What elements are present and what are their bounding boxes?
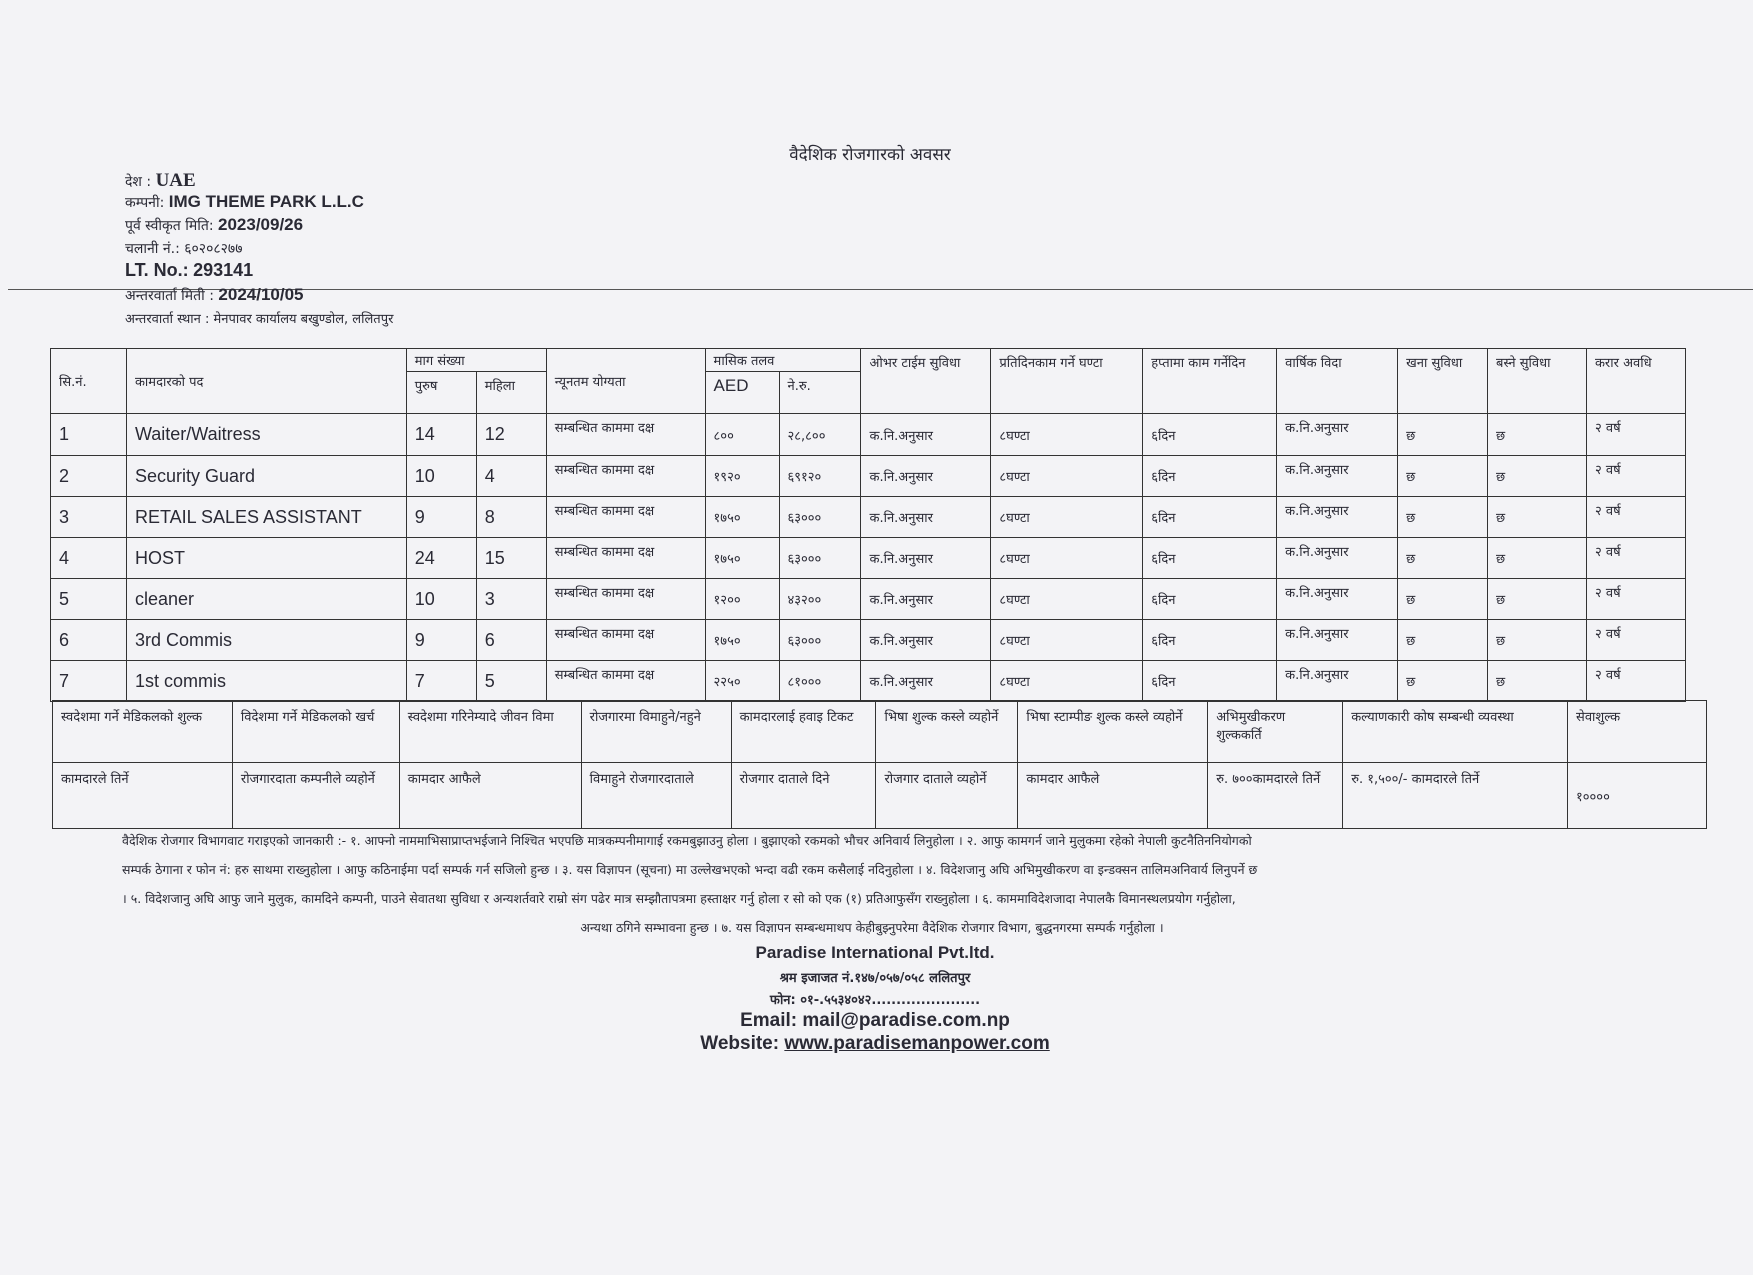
cell-hours: ८घण्टा: [991, 456, 1143, 497]
facility-value-cell: कामदार आफैले: [1018, 763, 1208, 829]
company-line: कम्पनी: IMG THEME PARK L.L.C: [125, 192, 364, 211]
job-table: [50, 348, 1686, 702]
cell-female: 5: [476, 661, 546, 702]
cell-female: 8: [476, 497, 546, 538]
aed-header: AED: [705, 372, 779, 414]
demand-header: माग संख्या: [406, 349, 546, 372]
table-row: [51, 620, 1686, 661]
lt-line: LT. No.: 293141: [125, 260, 254, 280]
facility-value-cell: कामदार आफैले: [399, 763, 581, 829]
job-rows: [51, 414, 1686, 702]
cell-food: छ: [1398, 661, 1488, 702]
cell-contract: २ वर्ष: [1586, 620, 1685, 661]
position-header: कामदारको पद: [126, 349, 406, 414]
cell-qualification: सम्बन्धित काममा दक्ष: [546, 579, 705, 620]
cell-hours: ८घण्टा: [991, 579, 1143, 620]
facility-header-cell: सेवाशुल्क: [1568, 701, 1707, 763]
cell-food: छ: [1398, 414, 1488, 456]
cell-female: 12: [476, 414, 546, 456]
company-value: IMG THEME PARK L.L.C: [168, 192, 364, 211]
agency-name: Paradise International Pvt.ltd.: [755, 943, 995, 962]
cell-aed: १२००: [705, 579, 779, 620]
cell-overtime: क.नि.अनुसार: [861, 579, 991, 620]
cell-qualification: सम्बन्धित काममा दक्ष: [546, 414, 705, 456]
cell-days: ६दिन: [1143, 538, 1277, 579]
cell-aed: १९२०: [705, 456, 779, 497]
food-header: खना सुविधा: [1398, 349, 1488, 414]
cell-food: छ: [1398, 497, 1488, 538]
interview-place-line: अन्तरवार्ता स्थान : मेनपावर कार्यालय बखुण्डोल, ललितपुर: [125, 312, 394, 327]
website-link[interactable]: www.paradisemanpower.com: [784, 1033, 1050, 1054]
cell-aed: १७५०: [705, 538, 779, 579]
cell-npr: ८१०००: [779, 661, 861, 702]
cell-hours: ८घण्टा: [991, 414, 1143, 456]
cell-leave: क.नि.अनुसार: [1277, 456, 1398, 497]
facility-value-cell: रोजगार दाताले व्यहोर्ने: [876, 763, 1018, 829]
challan-no: ६०२०८२७७: [184, 241, 243, 257]
cell-position: Security Guard: [126, 456, 406, 497]
male-header: पुरुष: [406, 372, 476, 414]
cell-contract: २ वर्ष: [1586, 497, 1685, 538]
cell-sn: 4: [51, 538, 127, 579]
interview-date-line: अन्तरवार्ता मिती : 2024/10/05: [125, 285, 304, 304]
cell-hours: ८घण्टा: [991, 497, 1143, 538]
table-row: [51, 661, 1686, 702]
cell-leave: क.नि.अनुसार: [1277, 497, 1398, 538]
cell-npr: ४३२००: [779, 579, 861, 620]
facility-value-cell: विमाहुने रोजगारदाताले: [581, 763, 731, 829]
cell-npr: ६३०००: [779, 538, 861, 579]
female-header: महिला: [476, 372, 546, 414]
salary-header: मासिक तलव: [705, 349, 861, 372]
cell-accommodation: छ: [1488, 661, 1587, 702]
cell-days: ६दिन: [1143, 620, 1277, 661]
cell-overtime: क.नि.अनुसार: [861, 456, 991, 497]
cell-leave: क.नि.अनुसार: [1277, 538, 1398, 579]
cell-food: छ: [1398, 538, 1488, 579]
facility-value-cell: रु. १,५००/- कामदारले तिर्ने: [1343, 763, 1568, 829]
facility-value-cell: रोजगार दाताले दिने: [731, 763, 876, 829]
facility-header-cell: अभिमुखीकरण शुल्ककर्ति: [1208, 701, 1343, 763]
cell-male: 10: [406, 456, 476, 497]
cell-male: 24: [406, 538, 476, 579]
cell-food: छ: [1398, 620, 1488, 661]
cell-accommodation: छ: [1488, 579, 1587, 620]
accommodation-header: बस्ने सुविधा: [1488, 349, 1587, 414]
cell-overtime: क.नि.अनुसार: [861, 538, 991, 579]
notice-line: वैदेशिक रोजगार विभागवाट गराइएको जानकारी :- १. आफ्नो नाममाभिसाप्राप्तभईजाने निश्चित भएपछि मात्रकम्पनीमागाई रकमबुझाउनु होला । बुझाएको रकमको भौचर अनिवार्य लिनुहोला । २. आफु कामगर्न जाने मुलुकमा रहेको नेपाली कुटनैतिननियोगको: [122, 833, 1252, 848]
cell-female: 6: [476, 620, 546, 661]
cell-contract: २ वर्ष: [1586, 414, 1685, 456]
approval-line: पूर्व स्वीकृत मिति: 2023/09/26: [125, 215, 304, 234]
facilities-header-row: [53, 701, 1707, 763]
cell-overtime: क.नि.अनुसार: [861, 497, 991, 538]
facility-header-cell: भिषा स्टाम्पीङ शुल्क कस्ले व्यहोर्ने: [1018, 701, 1208, 763]
cell-sn: 6: [51, 620, 127, 661]
notice-line: । ५. विदेशजानु अघि आफु जाने मुलुक, कामदिने कम्पनी, पाउने सेवातथा सुविधा र अन्यशर्तवारे राम्रो संग पढेर मात्र सम्झौतापत्रमा हस्ताक्षर गर्नु होला र सो को एक (१) प्रतिआफुसँग राख्नुहोला । ६. काममाविदेशजादा नेपालकै विमानस्थलप्रयोग गर्नुहोला,: [122, 891, 1236, 906]
country-line: देश : UAE: [125, 170, 196, 191]
npr-header: ने.रु.: [779, 372, 861, 414]
cell-npr: २८,८००: [779, 414, 861, 456]
cell-male: 14: [406, 414, 476, 456]
cell-male: 9: [406, 497, 476, 538]
cell-position: HOST: [126, 538, 406, 579]
facility-value-cell: कामदारले तिर्ने: [53, 763, 233, 829]
facility-header-cell: स्वदेशमा गर्ने मेडिकलको शुल्क: [53, 701, 233, 763]
website-line: Website: www.paradisemanpower.com: [700, 1033, 1050, 1054]
facility-header-cell: कामदारलाई हवाइ टिकट: [731, 701, 876, 763]
cell-aed: २२५०: [705, 661, 779, 702]
facilities-value-row: [53, 763, 1707, 829]
table-row: [51, 456, 1686, 497]
cell-contract: २ वर्ष: [1586, 456, 1685, 497]
cell-food: छ: [1398, 456, 1488, 497]
days-header: हप्तामा काम गर्नेदिन: [1143, 349, 1277, 414]
cell-female: 3: [476, 579, 546, 620]
facility-header-cell: कल्याणकारी कोष सम्बन्धी व्यवस्था: [1343, 701, 1568, 763]
cell-sn: 2: [51, 456, 127, 497]
challan-line: चलानी नं.: ६०२०८२७७: [125, 241, 243, 257]
cell-leave: क.नि.अनुसार: [1277, 414, 1398, 456]
cell-male: 7: [406, 661, 476, 702]
qualification-header: न्यूनतम योग्यता: [546, 349, 705, 414]
cell-overtime: क.नि.अनुसार: [861, 620, 991, 661]
interview-date: 2024/10/05: [218, 285, 304, 304]
cell-overtime: क.नि.अनुसार: [861, 414, 991, 456]
table-row: [51, 414, 1686, 456]
sn-header: सि.नं.: [51, 349, 127, 414]
facility-value-cell: रोजगारदाता कम्पनीले व्यहोर्ने: [232, 763, 399, 829]
facility-header-cell: भिषा शुल्क कस्ले व्यहोर्ने: [876, 701, 1018, 763]
contract-header: करार अवधि: [1586, 349, 1685, 414]
interview-place: मेनपावर कार्यालय बखुण्डोल, ललितपुर: [213, 312, 394, 327]
facility-header-cell: रोजगारमा विमाहुने/नहुने: [581, 701, 731, 763]
cell-accommodation: छ: [1488, 497, 1587, 538]
facility-header-cell: विदेशमा गर्ने मेडिकलको खर्च: [232, 701, 399, 763]
cell-hours: ८घण्टा: [991, 620, 1143, 661]
cell-days: ६दिन: [1143, 414, 1277, 456]
cell-sn: 7: [51, 661, 127, 702]
notice-block: [122, 826, 1622, 942]
cell-qualification: सम्बन्धित काममा दक्ष: [546, 497, 705, 538]
country-value: UAE: [155, 170, 196, 191]
cell-position: Waiter/Waitress: [126, 414, 406, 456]
cell-leave: क.नि.अनुसार: [1277, 620, 1398, 661]
cell-overtime: क.नि.अनुसार: [861, 661, 991, 702]
cell-accommodation: छ: [1488, 538, 1587, 579]
cell-days: ६दिन: [1143, 456, 1277, 497]
cell-qualification: सम्बन्धित काममा दक्ष: [546, 456, 705, 497]
cell-accommodation: छ: [1488, 456, 1587, 497]
cell-sn: 3: [51, 497, 127, 538]
table-row: [51, 497, 1686, 538]
facility-value-cell: १००००: [1568, 763, 1707, 829]
facilities-table: [52, 700, 1707, 829]
cell-sn: 1: [51, 414, 127, 456]
cell-qualification: सम्बन्धित काममा दक्ष: [546, 661, 705, 702]
cell-male: 9: [406, 620, 476, 661]
cell-sn: 5: [51, 579, 127, 620]
phone-line: फोन: ०१-.५५३४०४२......................: [769, 993, 981, 1008]
cell-days: ६दिन: [1143, 579, 1277, 620]
notice-line: अन्यथा ठगिने सम्भावना हुन्छ । ७. यस विज्ञापन सम्बन्धमाथप केहीबुझ्नुपरेमा वैदेशिक रोजगार विभाग, बुद्धनगरमा सम्पर्क गर्नुहोला ।: [580, 920, 1164, 935]
cell-contract: २ वर्ष: [1586, 661, 1685, 702]
cell-male: 10: [406, 579, 476, 620]
cell-food: छ: [1398, 579, 1488, 620]
cell-hours: ८घण्टा: [991, 661, 1143, 702]
cell-leave: क.नि.अनुसार: [1277, 579, 1398, 620]
cell-npr: ६३०००: [779, 620, 861, 661]
cell-female: 15: [476, 538, 546, 579]
document-title: वैदेशिक रोजगारको अवसर: [789, 145, 951, 165]
cell-qualification: सम्बन्धित काममा दक्ष: [546, 620, 705, 661]
leave-header: वार्षिक विदा: [1277, 349, 1398, 414]
hours-header: प्रतिदिनकाम गर्ने घण्टा: [991, 349, 1143, 414]
cell-aed: १७५०: [705, 497, 779, 538]
cell-accommodation: छ: [1488, 620, 1587, 661]
cell-contract: २ वर्ष: [1586, 538, 1685, 579]
lt-no: 293141: [193, 260, 254, 280]
overtime-header: ओभर टाईम सुविधा: [861, 349, 991, 414]
license-line: श्रम इजाजत नं.१४७/०५७/०५८ ललितपुर: [779, 971, 971, 986]
cell-aed: १७५०: [705, 620, 779, 661]
cell-aed: ८००: [705, 414, 779, 456]
email-line: Email: mail@paradise.com.np: [740, 1010, 1010, 1031]
facility-header-cell: स्वदेशमा गरिनेम्यादे जीवन विमा: [399, 701, 581, 763]
cell-position: cleaner: [126, 579, 406, 620]
table-row: [51, 538, 1686, 579]
cell-female: 4: [476, 456, 546, 497]
cell-days: ६दिन: [1143, 661, 1277, 702]
cell-npr: ६३०००: [779, 497, 861, 538]
cell-accommodation: छ: [1488, 414, 1587, 456]
cell-npr: ६९१२०: [779, 456, 861, 497]
cell-qualification: सम्बन्धित काममा दक्ष: [546, 538, 705, 579]
cell-position: RETAIL SALES ASSISTANT: [126, 497, 406, 538]
notice-line: सम्पर्क ठेगाना र फोन नं: हरु साथमा राख्नुहोला । आफु कठिनाईमा पर्दा सम्पर्क गर्न सजिलो हुन्छ । ३. यस विज्ञापन (सूचना) मा उल्लेखभएको भन्दा वढी रकम कसैलाई नदिनुहोला । ४. विदेशजानु अघि अभिमुखीकरण वा इन्डक्सन तालिमअनिवार्य लिनुपर्ने छ: [122, 862, 1258, 877]
cell-contract: २ वर्ष: [1586, 579, 1685, 620]
cell-leave: क.नि.अनुसार: [1277, 661, 1398, 702]
cell-position: 3rd Commis: [126, 620, 406, 661]
cell-position: 1st commis: [126, 661, 406, 702]
facility-value-cell: रु. ७००कामदारले तिर्ने: [1208, 763, 1343, 829]
header-row: [51, 349, 1686, 372]
table-row: [51, 579, 1686, 620]
cell-hours: ८घण्टा: [991, 538, 1143, 579]
cell-days: ६दिन: [1143, 497, 1277, 538]
approval-date: 2023/09/26: [218, 215, 304, 234]
